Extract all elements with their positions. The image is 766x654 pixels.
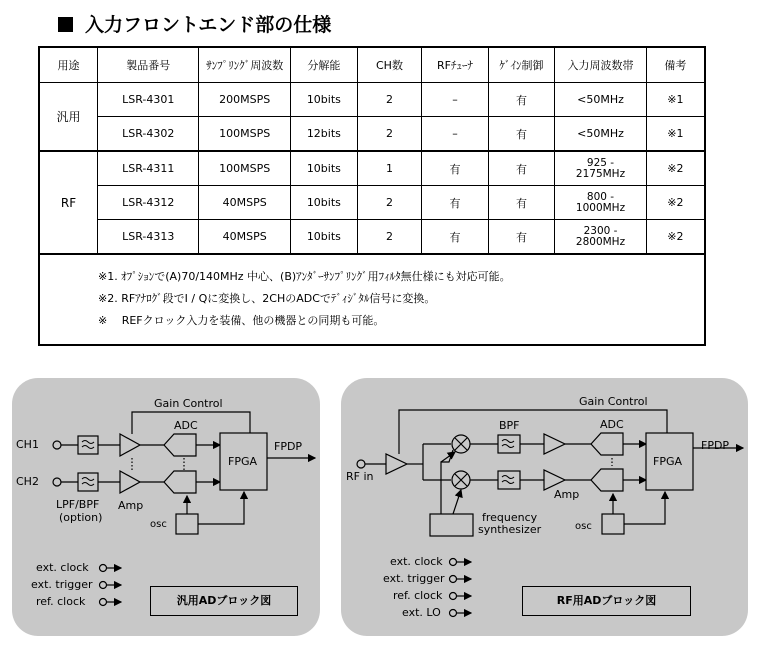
table-cell: 有 xyxy=(488,151,554,186)
table-row xyxy=(40,117,704,152)
gain-control-label: Gain Control xyxy=(154,397,223,410)
group-cell: RF xyxy=(40,151,98,254)
adc2-icon xyxy=(164,471,196,493)
amp2-icon xyxy=(120,471,140,493)
table-cell: 925 - 2175MHz xyxy=(555,151,647,186)
amp1-icon xyxy=(120,434,140,456)
adc-q-icon xyxy=(591,469,623,491)
bpf-i-icon xyxy=(498,435,520,453)
synthesizer-label: frequency xyxy=(482,511,538,524)
filter2-icon xyxy=(78,473,98,491)
filter1-icon xyxy=(78,436,98,454)
bpf-label: BPF xyxy=(499,419,520,432)
osc-box xyxy=(602,514,624,534)
ch1-label: CH1 xyxy=(16,438,39,451)
column-header: RFﾁｭｰﾅ xyxy=(422,48,489,83)
fpga-label: FPGA xyxy=(653,455,683,468)
table-cell: 10bits xyxy=(291,83,358,117)
table-row xyxy=(40,83,704,117)
table-cell: <50MHz xyxy=(555,117,647,152)
square-bullet-icon xyxy=(58,17,73,32)
ch2-label: CH2 xyxy=(16,475,39,488)
table-cell: 有 xyxy=(488,220,554,255)
table-row xyxy=(40,151,704,186)
table-header-row xyxy=(40,48,704,83)
filter-label: LPF/BPF xyxy=(56,498,100,511)
table-cell: 12bits xyxy=(291,117,358,152)
table-cell: LSR-4301 xyxy=(98,83,199,117)
table-cell: – xyxy=(422,83,489,117)
column-header: 製品番号 xyxy=(98,48,199,83)
ref-clock-label: ref. clock xyxy=(36,595,86,608)
table-cell: ※2 xyxy=(646,151,704,186)
rf-ad-panel xyxy=(341,378,748,636)
table-cell: 800 - 1000MHz xyxy=(555,186,647,220)
table-cell: 100MSPS xyxy=(199,117,291,152)
note-line: ※1. ｵﾌﾟｼｮﾝで(A)70/140MHz 中心、(B)ｱﾝﾀﾞｰｻﾝﾌﾟﾘﾝｸﾞ用ﾌｨﾙﾀ無仕様にも対応可能。 xyxy=(98,270,511,283)
synthesizer-label: synthesizer xyxy=(478,523,542,536)
spec-table xyxy=(40,48,704,255)
table-cell: – xyxy=(422,117,489,152)
osc-box xyxy=(176,514,198,534)
column-header: 分解能 xyxy=(291,48,358,83)
table-cell: LSR-4311 xyxy=(98,151,199,186)
table-cell: 1 xyxy=(357,151,422,186)
amp-label: Amp xyxy=(118,499,144,512)
table-cell: ※1 xyxy=(646,83,704,117)
table-cell: 有 xyxy=(488,83,554,117)
table-cell: 40MSPS xyxy=(199,220,291,255)
table-cell: ※1 xyxy=(646,117,704,152)
table-row xyxy=(40,186,704,220)
general-ad-panel xyxy=(12,378,320,636)
table-cell: 有 xyxy=(422,186,489,220)
ext-trigger-label: ext. trigger xyxy=(383,572,445,585)
column-header: ｹﾞｲﾝ制御 xyxy=(488,48,554,83)
table-cell: 有 xyxy=(422,220,489,255)
ch1-connector-icon xyxy=(53,441,61,449)
table-cell: 10bits xyxy=(291,186,358,220)
page-title: 入力フロントエンド部の仕様 xyxy=(58,10,331,37)
adc1-icon xyxy=(164,434,196,456)
table-row xyxy=(40,220,704,255)
amp-i-icon xyxy=(544,434,565,454)
table-cell: 10bits xyxy=(291,220,358,255)
table-cell: 2 xyxy=(357,220,422,255)
column-header: ｻﾝﾌﾟﾘﾝｸﾞ周波数 xyxy=(199,48,291,83)
note-line: ※ REFクロック入力を装備、他の機器との同期も可能。 xyxy=(98,314,385,327)
adc-label: ADC xyxy=(600,418,624,431)
adc-label: ADC xyxy=(174,419,198,432)
table-cell: ※2 xyxy=(646,220,704,255)
table-cell: 10bits xyxy=(291,151,358,186)
ch2-connector-icon xyxy=(53,478,61,486)
table-cell: 2 xyxy=(357,83,422,117)
synthesizer-box xyxy=(430,514,473,536)
table-cell: <50MHz xyxy=(555,83,647,117)
table-cell: LSR-4313 xyxy=(98,220,199,255)
ref-clock-label: ref. clock xyxy=(393,589,443,602)
gain-control-line xyxy=(399,410,667,454)
ext-lo-label: ext. LO xyxy=(402,606,441,619)
table-cell: 2300 - 2800MHz xyxy=(555,220,647,255)
rf-in-connector-icon xyxy=(357,460,365,468)
table-cell: 有 xyxy=(488,186,554,220)
amp-label: Amp xyxy=(554,488,580,501)
ext-trigger-label: ext. trigger xyxy=(31,578,93,591)
table-cell: 200MSPS xyxy=(199,83,291,117)
column-header: 入力周波数帯 xyxy=(555,48,647,83)
column-header: CH数 xyxy=(357,48,422,83)
notes xyxy=(98,266,511,332)
table-cell: 40MSPS xyxy=(199,186,291,220)
diagram-caption: 汎用ADブロック図 xyxy=(150,586,298,616)
bpf-q-icon xyxy=(498,471,520,489)
table-cell: 100MSPS xyxy=(199,151,291,186)
spec-table-box xyxy=(38,46,706,346)
fpga-label: FPGA xyxy=(228,455,258,468)
fpdp-label: FPDP xyxy=(274,440,303,453)
gain-control-label: Gain Control xyxy=(579,395,648,408)
rf-in-label: RF in xyxy=(346,470,374,483)
group-cell: 汎用 xyxy=(40,83,98,152)
filter-option-label: (option) xyxy=(59,511,103,524)
rf-amp-icon xyxy=(386,454,407,474)
diagram-caption: RF用ADブロック図 xyxy=(522,586,691,616)
table-cell: 有 xyxy=(488,117,554,152)
table-cell: ※2 xyxy=(646,186,704,220)
osc-label: osc xyxy=(575,521,592,532)
table-cell: LSR-4302 xyxy=(98,117,199,152)
ext-clock-label: ext. clock xyxy=(390,555,443,568)
note-line: ※2. RFｱﾅﾛｸﾞ段でI / Qに変換し、2CHのADCでﾃﾞｨｼﾞﾀﾙ信号に変換。 xyxy=(98,292,436,305)
table-cell: 有 xyxy=(422,151,489,186)
table-cell: LSR-4312 xyxy=(98,186,199,220)
table-cell: 2 xyxy=(357,117,422,152)
osc-label: osc xyxy=(150,519,167,530)
column-header: 用途 xyxy=(40,48,98,83)
fpdp-label: FPDP xyxy=(701,439,730,452)
table-cell: 2 xyxy=(357,186,422,220)
column-header: 備考 xyxy=(646,48,704,83)
amp-q-icon xyxy=(544,470,565,490)
adc-i-icon xyxy=(591,433,623,455)
ext-clock-label: ext. clock xyxy=(36,561,89,574)
